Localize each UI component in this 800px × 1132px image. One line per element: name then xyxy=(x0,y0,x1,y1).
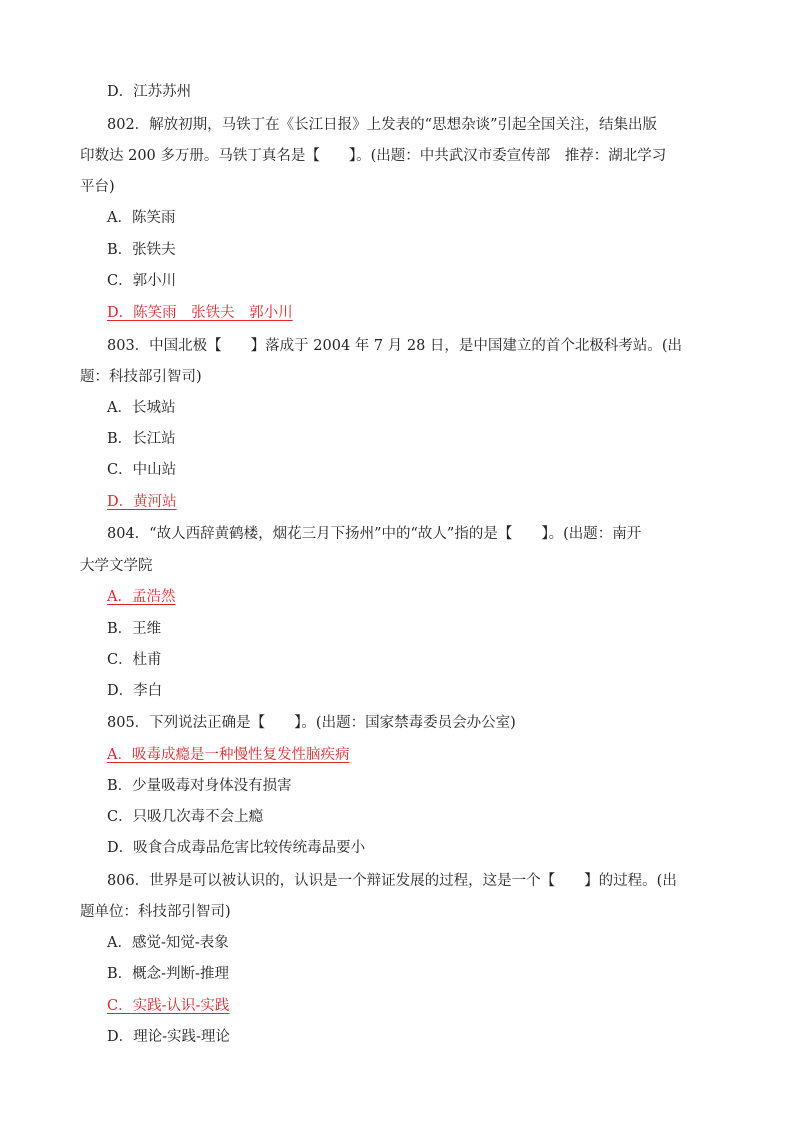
option-q802-c: C．郭小川 xyxy=(107,273,177,289)
option-q804-d: D．李白 xyxy=(107,683,163,699)
option-q803-a: A．长城站 xyxy=(107,400,176,416)
answer-q803-d: D．黄河站 xyxy=(107,494,177,510)
question-802-line-1: 802．解放初期，马铁丁在《长江日报》上发表的“思想杂谈”引起全国关注，结集出版 xyxy=(107,117,657,133)
question-806-line-1: 806．世界是可以被认识的，认识是一个辩证发展的过程，这是一个【 】的过程。(出 xyxy=(107,873,677,889)
question-804-line-2: 大学文学院 xyxy=(80,558,153,574)
question-803-line-2: 题：科技部引智司) xyxy=(80,369,202,385)
answer-q806-c: C．实践-认识-实践 xyxy=(107,998,230,1014)
answer-q805-a: A．吸毒成瘾是一种慢性复发性脑疾病 xyxy=(107,747,350,763)
question-803-line-1: 803．中国北极【 】落成于 2004 年 7 月 28 日，是中国建立的首个北极科考站。(出 xyxy=(107,338,683,354)
answer-q802-d: D．陈笑雨 张铁夫 郭小川 xyxy=(107,305,293,321)
question-804-line-1: 804．“故人西辞黄鹤楼，烟花三月下扬州”中的“故人”指的是【 】。(出题：南开 xyxy=(107,526,642,542)
answer-q804-a: A．孟浩然 xyxy=(107,589,176,605)
option-q804-b: B．王维 xyxy=(107,621,162,637)
question-802-line-3: 平台) xyxy=(80,179,115,195)
option-q801-d: D．江苏苏州 xyxy=(107,84,192,100)
question-806-line-2: 题单位：科技部引智司) xyxy=(80,904,231,920)
option-q802-b: B．张铁夫 xyxy=(107,242,176,258)
option-q803-c: C．中山站 xyxy=(107,462,177,478)
option-q804-c: C．杜甫 xyxy=(107,652,162,668)
question-805-line-1: 805．下列说法正确是【 】。(出题：国家禁毒委员会办公室) xyxy=(107,715,516,731)
option-q802-a: A．陈笑雨 xyxy=(107,210,176,226)
option-q806-b: B．概念-判断-推理 xyxy=(107,966,229,982)
option-q806-d: D．理论-实践-理论 xyxy=(107,1029,230,1045)
option-q805-b: B．少量吸毒对身体没有损害 xyxy=(107,778,292,794)
question-802-line-2: 印数达 200 多万册。马铁丁真名是【 】。(出题：中共武汉市委宣传部 推荐：湖北学习 xyxy=(80,148,667,164)
option-q803-b: B．长江站 xyxy=(107,431,176,447)
option-q805-c: C．只吸几次毒不会上瘾 xyxy=(107,809,264,825)
option-q805-d: D．吸食合成毒品危害比较传统毒品要小 xyxy=(107,840,366,856)
option-q806-a: A．感觉-知觉-表象 xyxy=(107,935,229,951)
